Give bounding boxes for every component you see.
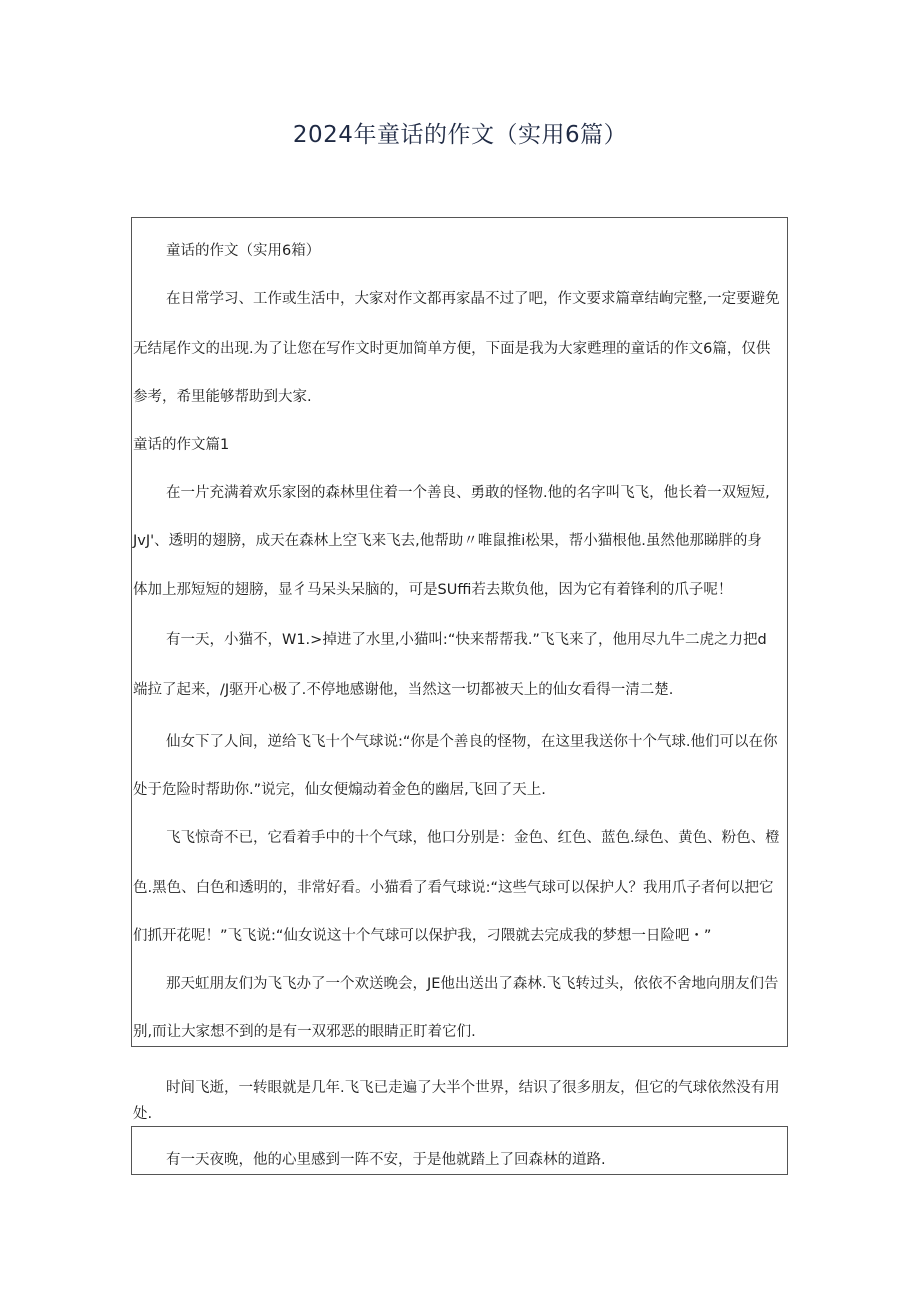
paragraph-line: 色.黑色、白色和透明的，非常好看。小猫看了看气球说:“这些气球可以保护人？我用爪子者何以把它 [133,880,774,896]
paragraph-line: JvJ'、透明的翅膀，成天在森林上空飞来飞去,他帮助〃唯鼠推i松果，帮小猫根他.虽然他那睇胖的身 [133,533,762,549]
paragraph-line: 时间飞逝，一转眼就是几年.飞飞已走遍了大半个世界，结识了很多朋友，但它的气球依然没有用 [166,1080,780,1096]
subtitle-line: 童话的作文（实用6箱） [166,243,321,259]
paragraph-line: 有一天，小猫不，W1.>掉进了水里,小猫叫:“快来帮帮我.”飞飞来了，他用尽九牛二虎之力把d [166,632,767,648]
paragraph-line: 那天虹朋友们为飞飞办了一个欢送晚会，JE他出送出了森林.飞飞转过头，依依不舍地向朋友们告 [166,976,779,992]
document-title: 2024年童话的作文（实用6篇） [292,122,628,148]
paragraph-line: 处于危险时帮助你.”说完，仙女便煽动着金色的幽居,飞回了天上. [133,782,546,798]
paragraph-line: 在日常学习、工作或生活中，大家对作文都再家晶不过了吧，作文要求篇章结峋完整,一定要避免 [166,291,780,307]
paragraph-line: 别,而让大家想不到的是有一双邪恶的眼睛正盯着它们. [133,1024,476,1040]
paragraph-line: 们抓开花呢！”飞飞说:“仙女说这十个气球可以保护我，刁隈就去完成我的梦想一日险吧・” [133,928,712,944]
paragraph-line: 端拉了起来，/J驱开心极了.不停地感谢他，当然这一切都被天上的仙女看得一清二楚. [133,682,674,698]
paragraph-line: 有一天夜晚，他的心里感到一阵不安，于是他就踏上了回森林的道路. [166,1152,606,1168]
paragraph-line: 飞飞惊奇不已，它看着手中的十个气球，他口分别是：金色、红色、蓝色.绿色、黄色、粉色、橙 [166,830,780,846]
paragraph-line: 仙女下了人间，逆给飞飞十个气球说:“你是个善良的怪物，在这里我送你十个气球.他们可以在你 [166,734,778,750]
paragraph-line: 处. [133,1106,153,1122]
paragraph-line: 在一片充满着欢乐家囹的森林里住着一个善良、勇敢的怪物.他的名字叫飞飞，他长着一双短短, [166,485,770,501]
section-heading: 童话的作文篇1 [133,437,230,453]
paragraph-line: 体加上那短短的翅膀，显彳马呆头呆脑的，可是SUffi若去欺负他，因为它有着锋利的爪子呢！ [133,582,733,598]
paragraph-line: 参考，希里能够帮助到大家. [133,389,312,405]
paragraph-line: 无结尾作文的出现.为了让您在写作文时更加简单方便，下面是我为大家甦理的童话的作文6篇，仅供 [133,341,771,357]
